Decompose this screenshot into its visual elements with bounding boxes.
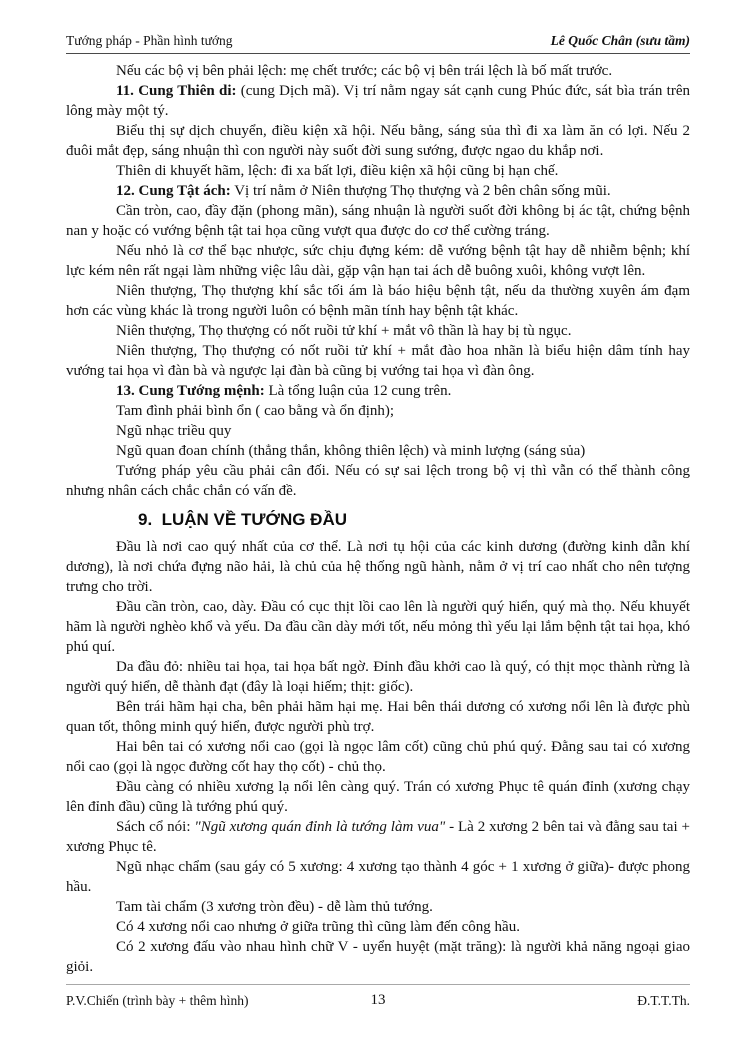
header-collector-credit: Lê Quốc Chân (sưu tầm) — [550, 33, 690, 48]
paragraph — [66, 441, 690, 461]
paragraph — [66, 401, 690, 421]
paragraph — [66, 321, 690, 341]
text-run: Thiên di khuyết hãm, lệch: đi xa bất lợi, điều kiện xã hội cũng bị hạn chế. — [116, 163, 559, 179]
text-run: Vị trí nằm ở Niên thượng Thọ thượng và 2 bên chân sống mũi. — [230, 183, 611, 199]
page-footer — [66, 984, 690, 1009]
header-document-title: Tướng pháp - Phần hình tướng — [66, 33, 233, 48]
text-run: Bên trái hãm hại cha, bên phải hãm hại mẹ. Hai bên thái dương có xương nổi lên là được phù quan tốt, thông minh quý hiển, được người phù trợ. — [66, 699, 690, 735]
text-run: Ngũ nhạc triều quy — [116, 423, 232, 439]
paragraph — [66, 381, 690, 401]
text-run: Đầu càng có nhiều xương lạ nổi lên càng quý. Trán có xương Phục tê quán đỉnh (xương chạy lên đỉnh đầu) cũng là tướng phú quý. — [66, 779, 690, 815]
text-run: Niên thượng, Thọ thượng khí sắc tối ám là báo hiệu bệnh tật, nếu da thường xuyên ám đạm hơn các vùng khác là trong người luôn có bệnh mãn tính hay bệnh tật khác. — [66, 283, 690, 319]
text-run: Tam đình phải bình ổn ( cao bằng và ổn định); — [116, 403, 395, 419]
footer-right-initials: Đ.T.T.Th. — [637, 993, 690, 1008]
paragraph — [66, 657, 690, 697]
text-run: Tam tài chẩm (3 xương tròn đều) - dễ làm thủ tướng. — [116, 899, 433, 915]
text-run: Niên thượng, Thọ thượng có nốt ruồi tử khí + mắt đào hoa nhãn là biểu hiện dâm tính hay vướng tai họa vì đàn bà và ngược lại đàn bà cũng bị vướng tai họa vì đàn ông. — [66, 343, 690, 379]
footer-left-credit: P.V.Chiến (trình bày + thêm hình) — [66, 993, 249, 1008]
paragraph — [66, 461, 690, 501]
paragraph — [66, 897, 690, 917]
text-run: Biểu thị sự dịch chuyển, điều kiện xã hội. Nếu bằng, sáng sủa thì đi xa làm ăn có lợi. Nếu 2 đuôi mắt đẹp, sáng nhuận thì con người này suốt đời sung sướng, được ngao du khắp nơi. — [66, 123, 690, 159]
text-run: Da đầu đỏ: nhiều tai họa, tai họa bất ngờ. Đỉnh đầu khởi cao là quý, có thịt mọc thành rừng là người quý hiển, dễ thành đạt (đây là loại hiếm; thịt: giốc). — [66, 659, 690, 695]
paragraph — [66, 937, 690, 977]
paragraph — [66, 697, 690, 737]
page-header — [66, 33, 690, 54]
text-run: Niên thượng, Thọ thượng có nốt ruồi tử khí + mắt vô thần là hay bị tù ngục. — [116, 323, 572, 339]
text-run: Sách cổ nói: — [116, 819, 195, 835]
text-run: Có 2 xương đấu vào nhau hình chữ V - uyển huyệt (mặt trăng): là người khả năng ngoại giao giỏi. — [66, 939, 690, 975]
text-run: Ngũ quan đoan chính (thẳng thắn, không thiên lệch) và minh lượng (sáng sủa) — [116, 443, 586, 459]
text-run: Có 4 xương nổi cao nhưng ở giữa trũng thì cũng làm đến công hầu. — [116, 919, 520, 935]
text-run: Tướng pháp yêu cầu phải cân đối. Nếu có sự sai lệch trong bộ vị thì vẫn có thể thành công nhưng nhân cách chắc chắn có vấn đề. — [66, 463, 690, 499]
paragraph — [66, 777, 690, 817]
text-run: - Là 2 xương 2 bên tai và đằng sau tai + xương Phục tê. — [66, 819, 691, 855]
paragraph — [66, 281, 690, 321]
text-run: Nếu nhỏ là cơ thể bạc nhược, sức chịu đựng kém: dễ vướng bệnh tật hay dễ nhiễm bệnh; khí lực kém nên rất ngại làm những việc lâu dài, gặp vận hạn tai ách dễ buông xuôi, không vượt lên. — [66, 243, 690, 279]
document-body — [66, 61, 690, 977]
italic-text-run: "Ngũ xương quán đỉnh là tướng làm vua" — [194, 819, 446, 835]
paragraph — [66, 817, 690, 857]
bold-text-run: 13. Cung Tướng mệnh: — [116, 383, 265, 399]
paragraph — [66, 201, 690, 241]
paragraph — [66, 537, 690, 597]
bold-text-run: 11. Cung Thiên di: — [116, 83, 237, 99]
text-run: Hai bên tai có xương nổi cao (gọi là ngọc lâm cốt) cũng chủ phú quý. Đằng sau tai có xương nổi cao (gọi là ngọc đường cốt hay thọ cốt) - chủ thọ. — [66, 739, 690, 775]
text-run: Đầu cần tròn, cao, dày. Đầu có cục thịt lồi cao lên là người quý hiển, quý mà thọ. Nếu khuyết hãm là người nghèo khổ và yếu. Da đầu cần dày mới tốt, nếu mỏng thì yếu lại lắm bệnh tật tai họa, khó phú quí. — [66, 599, 690, 655]
paragraph — [66, 121, 690, 161]
text-run: Là tổng luận của 12 cung trên. — [264, 383, 452, 399]
text-run: (cung Dịch mã). Vị trí nằm ngay sát cạnh cung Phúc đức, sát bìa trán trên lông mày một tý. — [66, 83, 690, 119]
section-heading: 9. LUẬN VỀ TƯỚNG ĐẦU — [138, 510, 348, 529]
bold-text-run: 12. Cung Tật ách: — [116, 183, 231, 199]
footer-page-number: 13 — [370, 992, 386, 1008]
text-run: Đầu là nơi cao quý nhất của cơ thể. Là nơi tụ hội của các kinh dương (đường kinh dẫn khí dương), là nơi chứa đựng não hải, là chủ của hệ thống ngũ hành, nằm ở vị trí cao nhất cho nên tượng trưng cho trời. — [66, 539, 690, 595]
paragraph — [66, 161, 690, 181]
paragraph — [66, 857, 690, 897]
paragraph — [66, 181, 690, 201]
paragraph — [66, 597, 690, 657]
paragraph — [66, 61, 690, 81]
text-run: Cần tròn, cao, đầy đặn (phong mãn), sáng nhuận là người suốt đời không bị ác tật, chứng bệnh nan y hoặc có vướng bệnh tật tai họa cũng vượt qua được do cơ thể cường tráng. — [66, 203, 690, 239]
paragraph — [66, 737, 690, 777]
paragraph — [66, 81, 690, 121]
paragraph — [66, 241, 690, 281]
paragraph — [66, 421, 690, 441]
text-run: Ngũ nhạc chẩm (sau gáy có 5 xương: 4 xương tạo thành 4 góc + 1 xương ở giữa)- được phong hầu. — [66, 859, 690, 895]
paragraph — [66, 341, 690, 381]
paragraph — [66, 917, 690, 937]
text-run: Nếu các bộ vị bên phải lệch: mẹ chết trước; các bộ vị bên trái lệch là bố mất trước. — [116, 63, 613, 79]
